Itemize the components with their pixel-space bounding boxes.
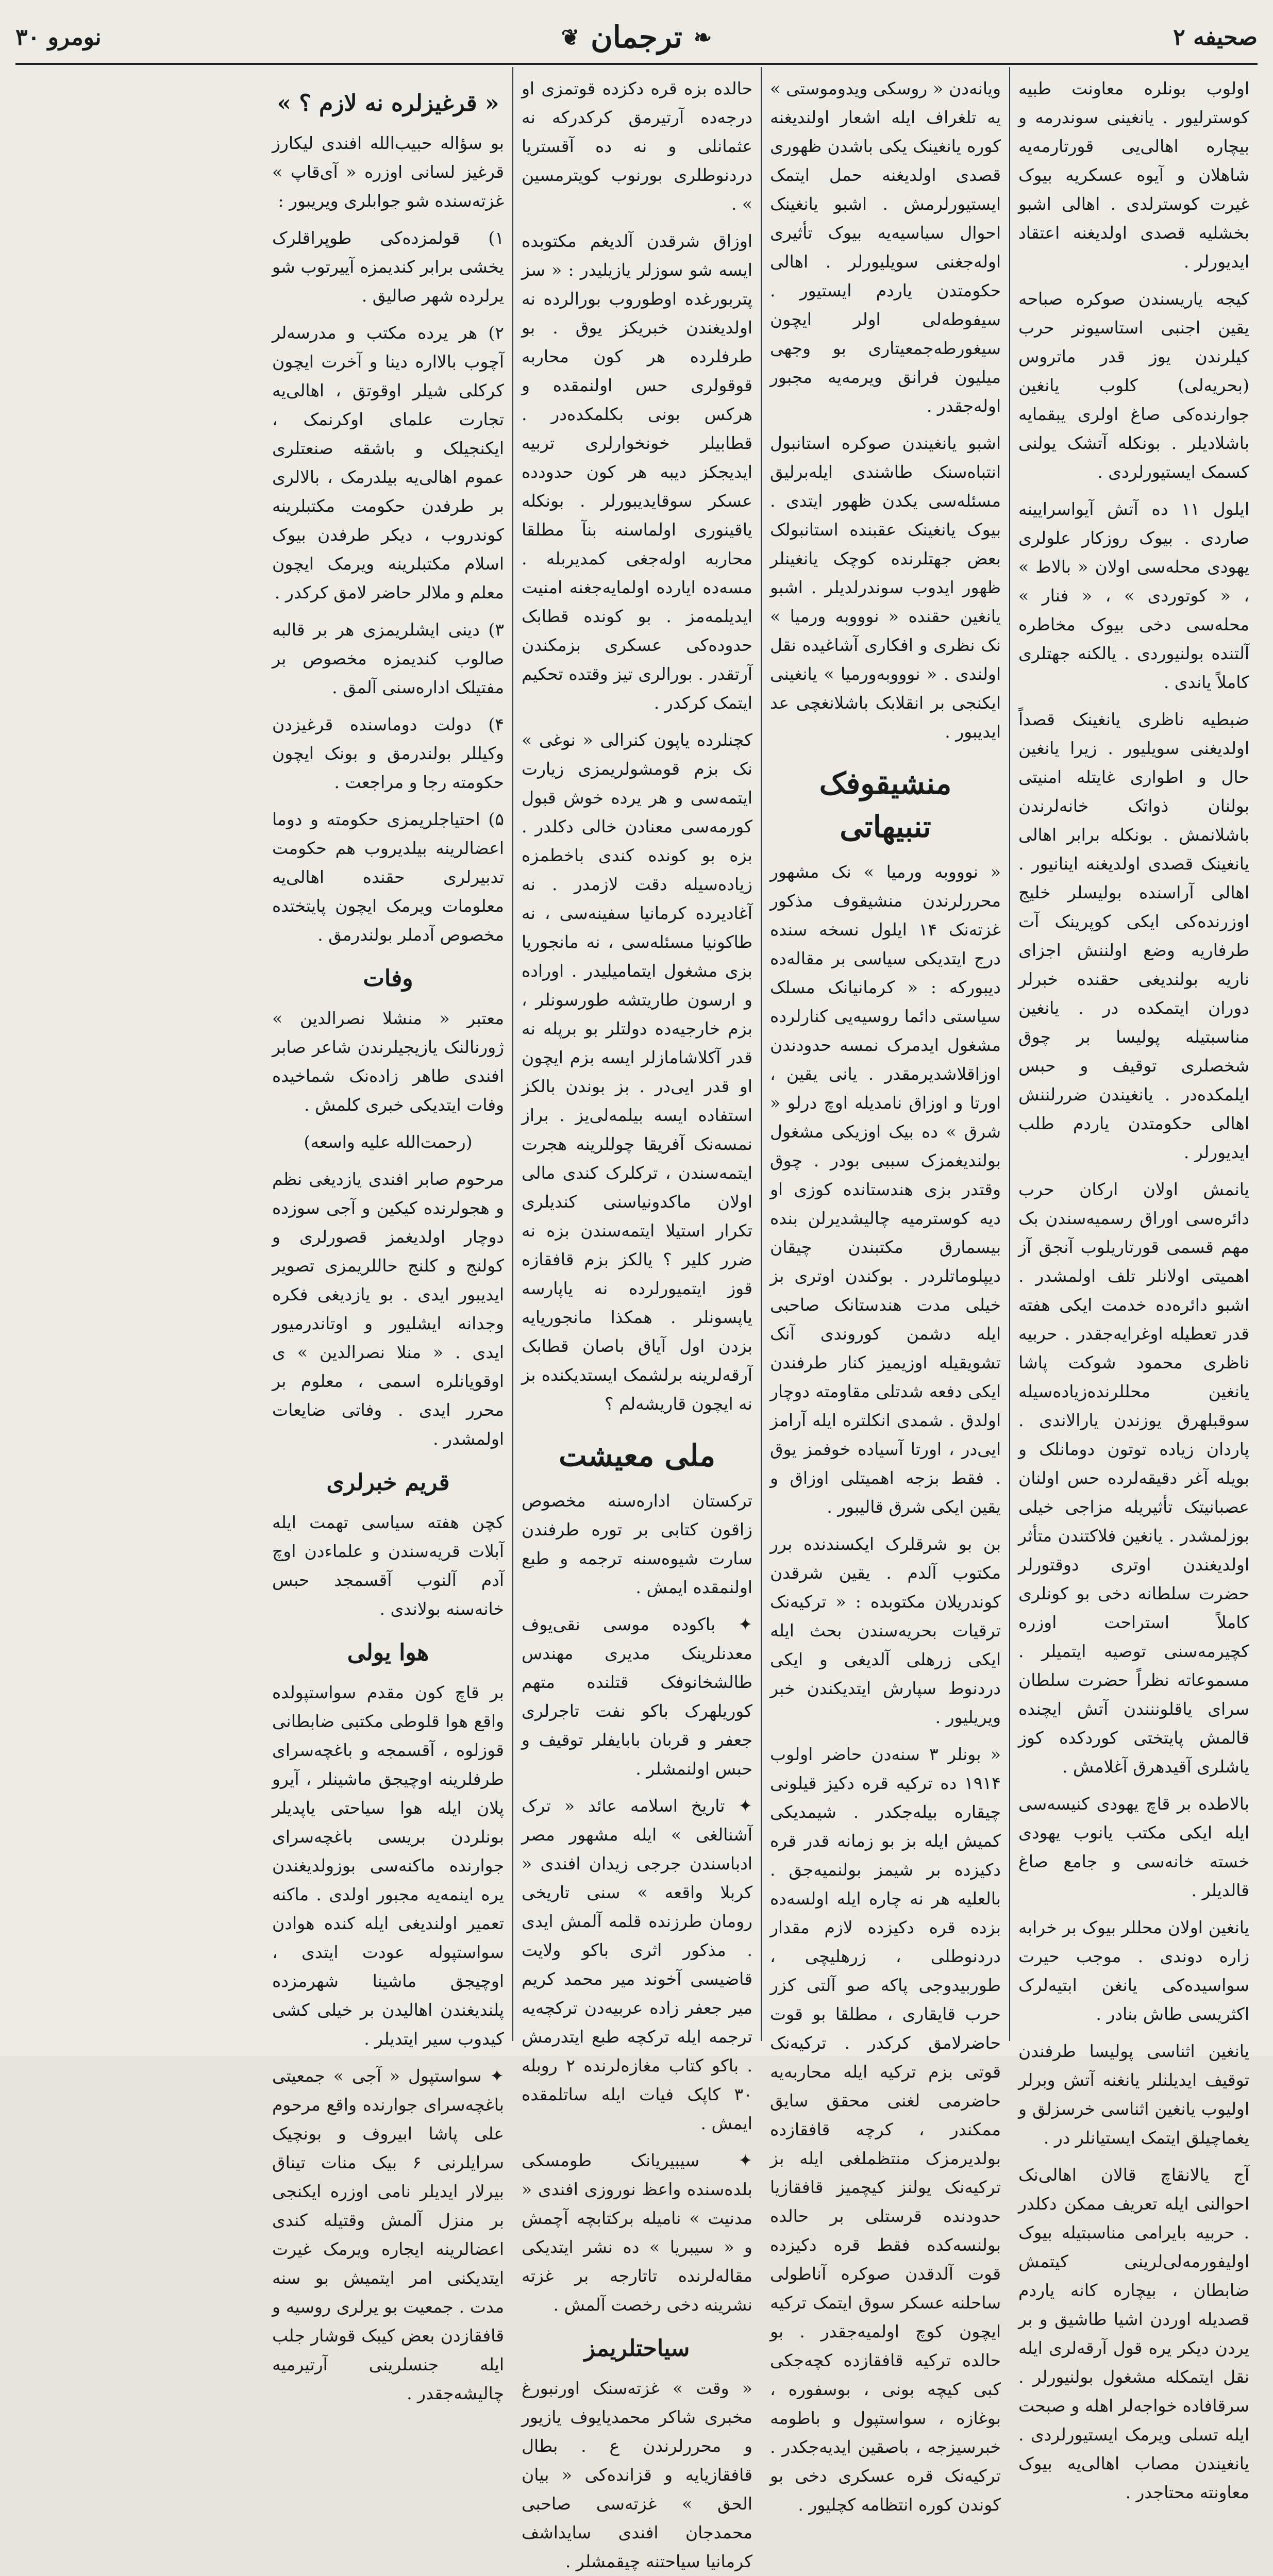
paragraph: بن بو شرقلرک ایکسندنده برر مکتوب آلدم . یقین شرقدن کوندریلان مکتوبده : « ترکیه‌نک ترقیات بحریه‌سندن بحث ایله ایکی زرهلی آلدیغی و ایکی دردنوط سپارش ایتدیکندن خبر ویریلیور . — [770, 1534, 1001, 1727]
columns — [15, 67, 1258, 2571]
column-4 — [264, 67, 512, 2403]
paragraph: یانغین اولان محللر بیوک بر خرابه زاره دوندی . موجب حیرت سواسیده‌کی یانغن ابتیه‌لرک اکثریسی طاش بنادر . — [1018, 1917, 1249, 2024]
paragraph: اوزاق شرقدن آلدیغم مکتوبده ایسه شو سوزلر یازیلیدر : « سز پتربورغده اوطوروب بورالرده نه اولدیغندن خبریکز یوق . بو طرفلرده هر کون محاربه قوقولری حس اولنمقده و هرکس بونی بکلمکده‌در . قطابیلر خونخوارلری تربیه ایدیجکز دیبه هر کون حدودده‌ عسکر سوقایدیبورلر . بونکله یاقینوری اولماسنه بنآ مطلقا محاربه اوله‌جغی کمدیربله . مسه‌ده ایارده اولمایه‌جغنه امنیت ایدیلمه‌مز . بو کونده قطابک حدوده‌کی عسکری بزمکندن آرتقدر . بورالری تیز وقتده تحکیم ایتمک کرکدر . — [522, 231, 752, 713]
paragraph: ✦ سواستپول « آجی » جمعیتی باغچه‌سرای جوارنده واقع مرحوم علی پاشا ابیروف و بونچیک سرایلرنی ۶ بیک منات تیناق بیرلار ایدیلر نامی اوزره ایکنجی بر منزل آلمش وقتیله کندی اعضالرینه ایجاره ویرمک غیرت ایتدیکنی امر ایتمیش بو سنه مدت . جمعیت بو یرلری روسیه و قافقازدن بعض کیبک قوشار جلب ایله جنسلرینی آرتیرمیه چالیشه‌جقدر . — [272, 2066, 504, 2403]
section-heading: هوا یولی — [347, 1640, 429, 1666]
section-heading: قریم خبرلری — [326, 1469, 450, 1496]
paragraph: اشبو یانغیندن صوکره استانبول انتباه‌سنک طاشندی ایله‌برلیق مسئله‌سی یکدن ظهور ایتدی . بیوک یانغینک عقبنده استانبولک بعض جهتلرنده کوچک یانغینلر ظهور ایدوب سوندرلدیلر . اشبو یانغین حقنده « نوووبه ورمیا » نک نظری و افکاری آشاغیده نقل اولندی . « نوووبه‌ورمیا » یانغینی ایکنجی بر انقلابک باشلانغچی عد ایدیبور . — [770, 433, 1001, 742]
paragraph: (رحمت‌الله علیه واسعه) — [304, 1132, 473, 1152]
paragraph: ✦ تاریخ اسلامه عائد « ترک آشنالغی » ایله مشهور مصر ادباسندن جرجی زیدان افندی « کربلا واقعه » سنی تاریخی رومان طرزنده قلمه آلمش ایدی . مذکور اثری باکو ولایت قاضیسی آخوند میر محمد کریم میر جعفر زاده عربیه‌دن ترکچه‌یه ترجمه ایله ترکچه طبع ایتدرمش . باکو کتاب مغازه‌لرنده ۲ روبله ۳۰ کاپک فیات ایله ساتلمقده ایمش . — [522, 1796, 752, 2133]
paragraph: آج یالانقاچ قالان اهالی‌نک احوالنی ایله تعریف ممکن دکلدر . حربیه بایرامی مناسبتیله بیوک اولیفورمه‌لی‌لرینی کیتمش ضابطان ، بیچاره کانه یاردم قصدیله اوردن اشیا طاشیق و بر یردن دیکر یره قول آرقه‌لری ایله نقل ایتمکله مشغول بولنیورلر . سرقافاده خواجه‌لر اهله و صبحت ایله تسلی ویرمک ایستیورلردی . یانغیندن مصاب اهالی‌یه بیوک معاونته محتاجدر . — [1018, 2165, 1249, 2502]
paragraph: ۲) هر یرده مکتب و مدرسه‌لر آچوب بالااره دینا و آخرت ایچون کرکلی شیلر اوقوتق ، اهالی‌یه تجارت علمای اوکرنمک ، ایکنجیلک و باشقه صنعتلری عموم اهالی‌یه بیلدرمک ، بالالری بر طرفدن حکومت مکتبلرینه کوندروب ، دیکر طرفدن بیوک اسلام مکتبلرینه ویرمک ایچون معلم و ملالر حاضر لامق کرکدر . — [272, 323, 504, 603]
page-label: صحیفه ۲ — [1173, 24, 1258, 51]
paragraph: معتبر « منشلا نصرالدین » ژورنالنک یازیجیلرندن شاعر صابر افندی طاهر زاده‌نک شماخیده وفات ایتدیکی خبری کلمش . — [272, 1008, 504, 1115]
paragraph: یانغین اثناسی پولیسا طرفندن توقیف ایدیلنلر یانغنه آتش وبرلر اولیوب یانغین اثناسی خرسزلق و یغماچیلق ایتمک ایستیانلر در . — [1018, 2041, 1249, 2148]
issue-number: نومرو ۳۰ — [15, 24, 102, 51]
paragraph: حالده بزه قره دکزده قوتمزی او درجه‌ده آرتیرمق کرکدرکه نه عثمانلی و نه ده آقستریا دردنوطلری بورنوب کویترمسین » . — [522, 78, 752, 214]
paragraph: ویانه‌دن « روسکی ویدوموستی » یه تلغراف ایله اشعار اولندیغنه کوره یانغینک یکی باشدن ظهوری قصدی اولدیغنه حمل ایتمک ایستیورلرمش . اشبو یانغینک احوال سیاسیه‌یه بیوک تأثیری اوله‌جغنی سویلیورلر . اهالی حکومتدن یاردم ایستیور . سیفوطه‌لی اولر ایچون سیغورطه‌جمعیتاری بو وجهی میلیون فرانق ویرمه‌یه مجبور اوله‌جقدر . — [770, 78, 1001, 416]
paragraph: کچنلرده یاپون کنرالی « نوغی » نک بزم قومشولریمزی زیارت ایتمه‌سی و هر یرده خوش قبول کورمه‌سی معنادن خالی دکلدر . بزه بو کونده کندی باخطمزه زیاده‌سیله دقت لازمدر . نه آغادیرده کرمانیا سفینه‌سی ، نه طاکونیا مسئله‌سی ، نه مانجوریا بزی مشغول ایتمامیلیدر . اوراده و ارسون طاریتشه طورسونلر ، بزم خارجیه‌ده دولتلر بو برپله نه قدر آکلاشامازلر ایسه بزم ایچون او قدر ایی‌در . بز بوندن بالکز استفاده ایسه بیلمه‌لی‌یز . براز نمسه‌نک آفریقا چوللرینه هجرت ایتمه‌سندن ، ترکلرک کندی مالی اولان ماکدونیاسنی کندیلری تکرار استیلا ایتمه‌سندن بزه نه ضرر کلیر ؟ یالکز بزم قافقازه قوز ایتمیورلرده نه یاپارسه یاپسونلر . همکذا مانجوریایه بزدن اول آیاق باصان قطابک آرقه‌لرینه برلشمک ایستدیکنده بز نه ایچون قاریشه‌لم ؟ — [522, 730, 752, 1414]
masthead-title-group — [561, 20, 712, 55]
paragraph: ۵) احتیاجلریمزی حکومته و دوما اعضالرینه بیلدیروب هم حکومت تدبیرلری حقنده اهالی‌یه معلومات ویرمک ایچون پایتختده مخصوص آدملر بولندرمق . — [272, 809, 504, 945]
paragraph: بالاطده بر قاچ یهودی کنیسه‌سی ایله ایکی مکتب یانوب یهودی خسته خانه‌سی و جامع صاغ قالدیلر . — [1018, 1794, 1249, 1900]
section-heading: سیاحتلریمز — [584, 2335, 690, 2362]
section-heading: ملی معیشت — [558, 1438, 716, 1473]
masthead — [15, 11, 1258, 65]
paragraph: ضبطیه ناظری یانغینک قصداً اولدیغنی سویلیور . زیرا یانغین حال و اطواری غایتله امنیتی بولنان ذواتک خانه‌لرندن باشلانمش . بونکله برابر اهالی یانغینک قصدی اولدیغنه اینانیور . اهالی آراسنده بولیسلر خلیج اوزرنده‌کی ایکی کوپرینک آت طرفاریه وضع اولننش اجزای ناریه بولندیغی حقنده خبرلر دوران ایتمکده در . یانغین مناسبتیله پولیسا بر چوق شخصلری توقیف و حبس ایلمکده‌در . یانغیندن ضررلننش اهالی حکومتدن یاردم طلب ایدیورلر . — [1018, 709, 1249, 1162]
paragraph: اولوب بونلره معاونت طبیه کوسترلیور . یانغینی سوندرمه و بیچاره اهالی‌یی قورتارمه‌یه شاهلان و آیوه عسکریه بیوک غیرت کوسترلدی . اهالی اشبو بخشلیه قصدی اولدیغنه اعتقاد ایدیورلر . — [1018, 78, 1249, 272]
section-heading: وفات — [363, 965, 413, 992]
column-2 — [761, 67, 1009, 2515]
paragraph: کیجه یاریسندن صوکره صباحه یقین اجنبی استاسیونر حرب کیلرندن یوز قدر ماتروس (بحریه‌لی) کلوب یانغین جوارنده‌کی صاغ اولری یبقمایه باشلادیلر . بونکله آتشک یولنی کسمک ایستیورلردی . — [1018, 289, 1249, 482]
paragraph: « نوووبه ورمیا » نک مشهور محررلرندن منشیقوف مذکور غزته‌نک ۱۴ ایلول نسخه سنده درج ایتدیکی سیاسی بر مقاله‌ده دیبورکه : « کرمانیانک مسلک سیاستی دائما روسیه‌یی کنارلرده مشغول ایدمرک نمسه حدودندن اوزاقلاشدیرمقدر . یانی یقین ، اورتا و اوزاق نامدیله اوچ درلو « شرق » ده بیک اوزیکی مشغول بولندیغمزک سببی بودر . چوق وقتدر بزی هندستانده کوزی او دیه کوسترمیه چالیشدیرلن بنده بیسمارق مکتبندن چیقان دیپلوماتلردر . بوکندن اوتری بز خیلی مدت هندستانک صاحبی ایله دشمن کوروندی آنک تشویقیله اوزیمیز کنار طرفندن ایکی دفعه شدتلی مقاومته دوچار اولدق . شمدی انکلتره ایله آرامز ایی‌در ، اورتا آسیاده خوفمز یوق . فقط بزجه اهمیتلی اوزاق و یقین ایکی شرق قالیبور . — [770, 862, 1001, 1517]
paragraph: ✦ باکوده موسی نقی‌یوف معدنلرینک مدیری مهندس طالشخانوفک قتلنده متهم کوریلهرک باکو نفت تاجرلری جعفر و قربان بابایفلر توقیف و حبس اولنمشلر . — [522, 1614, 752, 1779]
paragraph: ۳) دینی ایشلریمزی هر بر قالبه صالوب کندیمزه مخصوص بر مفتیلک اداره‌سنی آلمق . — [272, 620, 504, 697]
paragraph: کچن هفته سیاسی تهمت ایله آبلات قریه‌سندن و علماءدن اوچ آدم آلنوب آقسمجد حبس خانه‌سنه بولاندی . — [272, 1512, 504, 1619]
paragraph: مرحوم صابر افندی یازدیغی نظم و هجولرنده کیکین و آجی سوزده دوچار اولدیغمز قصورلری و کولنج و کلنج حاللریمزی تصویر ایدیبور ایدی . بو یازدیغی فکره وجدانه ایشلیور و اوتاندرمیور ایدی . « منلا نصرالدین » ی اوقویانلره اسمی ، معلوم بر محرر ایدی . وفاتی ضایعات اولمشدر . — [272, 1169, 504, 1449]
paragraph: ایلول ۱۱ ده آتش آیواسرایینه صاردی . بیوک روزکار علولری یهودی محله‌سی اولان « بالاط » ، « کوتوردی » ، « فنار » محله‌سی دخی بیوک مخاطره آلتنده بولنیوردی . یالکنه جهتلری کاملاً یاندی . — [1018, 499, 1249, 692]
newspaper-title: ترجمان — [591, 20, 682, 55]
paragraph: بر قاچ کون مقدم سواستپولده واقع هوا قلوطی مکتبی ضابطانی قوزلوه ، آقسمجه و باغچه‌سرای طرفلرینه اوچیجق ماشینلر ، آیرو پلان ایله هوا سیاحتی یاپدیلر بونلردن بریسی باغچه‌سرای جوارنده ماکنه‌سی بوزولدیغندن یره اینمه‌یه مجبور اولدی . ماکنه تعمیر اولندیغی ایله کنده هوادن سواستپوله عودت ایتدی ، اوچیجق ماشینا شهرمزده پلندیغندن اهالیدن بر خیلی کشی کیدوب سیر ایتدیلر . — [272, 1682, 504, 2049]
ornament-right-icon: ❧ — [693, 24, 712, 50]
ornament-left-icon: ❦ — [561, 24, 580, 50]
column-3 — [512, 67, 761, 2571]
paragraph: ۱) قولمزده‌کی طوپراقلرک یخشی برابر کندیمزه آییرتوب شو یرلرده شهر صالیق . — [272, 228, 504, 306]
column-1 — [1009, 67, 1258, 2502]
section-heading: « قرغیزلره نه لازم ؟ » — [277, 90, 499, 116]
section-heading: منشیقوفک تنبیهاتی — [819, 766, 952, 844]
paragraph: « وقت » غزته‌سنک اورنبورغ مخبری شاکر محمدیایوف یازیور و محررلرندن ع . بطال قافقازیایه و قزانده‌کی « بیان الحق » غزته‌سی صاحبی محمدجان افندی سایداشف کرمانیا سیاحتنه چیقمشلر . — [522, 2378, 752, 2571]
paragraph: بو سؤاله حبیب‌الله افندی لیکارز قرغیز لسانی اوزره « آی‌قاپ » غزته‌سنده شو جوابلری ویریبور : — [272, 133, 504, 211]
paragraph: « بونلر ۳ سنه‌دن حاضر اولوب ۱۹۱۴ ده ترکیه قره دکیز قیلونی چیقاره بیله‌جکدر . شیمدیکی کمیش ایله بز بو زمانه قدر قره دکیزده بر شیمز بولنمیه‌جق . بالعلیه هر نه چاره ایله اولسه‌ده بزده قره دکیزده لازم مقدار دردنوطلی ، زرهلیچی ، طوربیدوجی پاکه صو آلتی کزر حرب قایقاری ، مطلقا بو قوت حاضرلامق کرکدر . ترکیه‌نک قوتی بزم ترکیه ایله محاربه‌یه حاضرمی لغنی محقق سایق ممکندر ، کرچه قافقازده بولدیرمزک منتظملغی ایله بز ترکیه‌نک یولنز کیچمیز قافقازیا حدودنده قرستلی بر حالده بولنسه‌کده فقط قره دکیزده قوت آلدقدن صوکره آناطولی ساحلنه عسکر سوق ایتمک ترکیه ایچون کوچ اولمیه‌جقدر . بو حالده ترکیه قافقازده کچه‌جکی کبی کیچه بونی ، بوسفوره ، بوغازه ، سواستپول و باطومه خبرسیزجه ، باصقین ایدیه‌جکدر . ترکیه‌نک قره عسکری دخی بو کوندن کوره انتظامه کچلیور . — [770, 1744, 1001, 2515]
paragraph: یانمش اولان ارکان حرب دائره‌سی اوراق رسمیه‌سندن بک مهم قسمی قورتاریلوب آنجق آز اهمیتی اولانلر تلف اولمشدر . اشبو دائره‌ده خدمت ایکی هفته قدر تعطیله اوغرایه‌جقدر . حربیه ناظری محمود شوکت پاشا یانغین محللرنده‌زیاده‌سیله سوقبلهرق یوزندن یارالاندی . پاردان زیاده توتون دومانلک و بویله آغر دقیقه‌لرده حس اولنان عصبانیتک تأثیریله مزاجی خیلی بوزلمشدر . یانغین فلاکتندن متأثر اولدیغندن اوتری دوقتورلر حضرت سلطانه دخی بو کونلری کاملاً استراحت اوزره کچیرمه‌سنی توصیه ایتمیلر . مسموعاته نظراً حضرت سلطان سرای یاقلوننندن آتش ایچنده قالمش پایتختی کوردکده کوز یاشلری آقیدهرق آغلامش . — [1018, 1179, 1249, 1777]
paragraph: ترکستان اداره‌سنه مخصوص زاقون کتابی بر توره طرفندن سارت شیوه‌سنه ترجمه و طبع اولنمقده ایمش . — [522, 1491, 752, 1597]
paragraph: ۴) دولت دوماسنده قرغیزدن وکیللر بولندرمق و بونک ایچون حکومته رجا و مراجعت . — [272, 714, 504, 792]
paragraph: ✦ سیبیریانک طومسکی بلده‌سنده واعظ نوروزی افندی « مدنیت » نامیله برکتابچه آچمش و « سیبریا » ده نشر ایتدیکی مقاله‌لرنده تاتارجه بر غزته نشرینه دخی رخصت آلمش . — [522, 2150, 752, 2315]
